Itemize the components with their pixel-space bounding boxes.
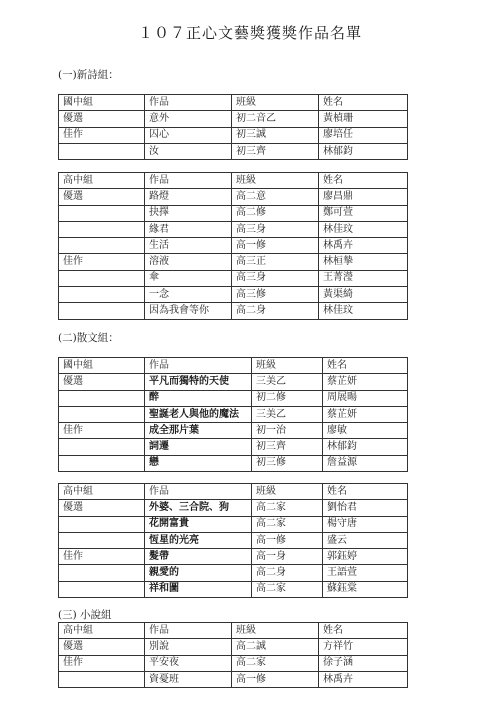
name-cell: 蘇鈺棠 xyxy=(323,581,408,597)
class-cell: 高三正 xyxy=(232,254,319,270)
work-cell: 傘 xyxy=(145,270,232,286)
header-cell: 高中組 xyxy=(59,623,145,639)
class-cell: 初三修 xyxy=(252,455,323,471)
header-cell: 姓名 xyxy=(319,95,408,111)
work-cell: 溶液 xyxy=(145,254,232,270)
class-cell: 高二家 xyxy=(252,500,323,516)
name-cell: 林禹卉 xyxy=(319,671,408,687)
work-cell: 囚心 xyxy=(145,127,232,143)
name-cell: 蔡芷妍 xyxy=(323,406,408,422)
header-cell: 班級 xyxy=(252,484,323,500)
class-cell: 初二修 xyxy=(252,390,323,406)
name-cell: 林郁鈞 xyxy=(319,143,408,159)
section-heading-poetry: (一)新詩組： xyxy=(58,69,119,81)
table-row xyxy=(59,549,408,565)
header-cell: 姓名 xyxy=(319,623,408,639)
header-cell: 班級 xyxy=(232,623,319,639)
class-cell: 高一修 xyxy=(232,671,319,687)
header-cell: 作品 xyxy=(145,173,232,189)
table-row xyxy=(59,254,408,270)
name-cell: 劉怡君 xyxy=(323,500,408,516)
table-row xyxy=(59,374,408,390)
table-row xyxy=(59,390,408,406)
name-cell: 廖培任 xyxy=(319,127,408,143)
work-cell: 髮帶 xyxy=(145,549,252,565)
award-cell xyxy=(59,406,145,422)
award-cell xyxy=(59,303,145,319)
award-cell: 優選 xyxy=(59,639,145,655)
header-cell: 作品 xyxy=(145,95,232,111)
class-cell: 高三身 xyxy=(232,270,319,286)
class-cell: 高三修 xyxy=(232,287,319,303)
award-cell xyxy=(59,532,145,548)
name-cell: 林郁鈞 xyxy=(323,439,408,455)
award-cell xyxy=(59,581,145,597)
header-cell: 作品 xyxy=(145,484,252,500)
award-cell: 優選 xyxy=(59,111,145,127)
work-cell: 緣君 xyxy=(145,221,232,237)
header-cell: 高中組 xyxy=(59,173,145,189)
award-cell: 佳作 xyxy=(59,549,145,565)
work-cell: 外婆、三合院、狗 xyxy=(145,500,252,516)
award-cell: 優選 xyxy=(59,374,145,390)
work-cell: 親愛的 xyxy=(145,565,252,581)
header-cell: 姓名 xyxy=(323,358,408,374)
work-cell: 平凡而獨特的天使 xyxy=(145,374,252,390)
class-cell: 初三誠 xyxy=(232,127,319,143)
award-cell xyxy=(59,287,145,303)
work-cell: 祥和圖 xyxy=(145,581,252,597)
class-cell: 高二修 xyxy=(232,205,319,221)
class-cell: 高二誠 xyxy=(232,639,319,655)
award-cell xyxy=(59,439,145,455)
section-heading-fiction: (三) 小說組 xyxy=(58,609,112,621)
table-row xyxy=(59,270,408,286)
header-cell: 姓名 xyxy=(323,484,408,500)
class-cell: 初三齊 xyxy=(252,439,323,455)
class-cell: 高二家 xyxy=(232,655,319,671)
work-cell: 抉擇 xyxy=(145,205,232,221)
header-cell: 國中組 xyxy=(59,358,145,374)
name-cell: 廖敏 xyxy=(323,423,408,439)
section-heading-prose: (二)散文組： xyxy=(58,332,119,344)
table-row xyxy=(59,655,408,671)
table-row xyxy=(59,143,408,159)
name-cell: 方祥竹 xyxy=(319,639,408,655)
name-cell: 盛云 xyxy=(323,532,408,548)
prose-senior-table xyxy=(58,483,408,598)
award-cell xyxy=(59,143,145,159)
table-row xyxy=(59,423,408,439)
table-row xyxy=(59,238,408,254)
award-cell xyxy=(59,565,145,581)
table-row xyxy=(59,455,408,471)
award-cell xyxy=(59,390,145,406)
work-cell: 生活 xyxy=(145,238,232,254)
class-cell: 高二意 xyxy=(232,189,319,205)
table-row xyxy=(59,439,408,455)
header-cell: 班級 xyxy=(232,173,319,189)
award-cell: 佳作 xyxy=(59,127,145,143)
award-cell xyxy=(59,238,145,254)
award-cell: 佳作 xyxy=(59,423,145,439)
table-row xyxy=(59,500,408,516)
work-cell: 恆星的光亮 xyxy=(145,532,252,548)
award-cell xyxy=(59,516,145,532)
prose-junior-table xyxy=(58,357,408,472)
class-cell: 初二音乙 xyxy=(232,111,319,127)
name-cell: 王菁瀅 xyxy=(319,270,408,286)
table-header-row xyxy=(59,623,408,639)
award-cell xyxy=(59,221,145,237)
table-row xyxy=(59,671,408,687)
class-cell: 三美乙 xyxy=(252,374,323,390)
work-cell: 一念 xyxy=(145,287,232,303)
header-cell: 國中組 xyxy=(59,95,145,111)
award-cell xyxy=(59,455,145,471)
name-cell: 林佳玟 xyxy=(319,303,408,319)
poetry-junior-table xyxy=(58,94,408,160)
table-row xyxy=(59,189,408,205)
class-cell: 高二家 xyxy=(252,516,323,532)
work-cell: 平安夜 xyxy=(145,655,232,671)
name-cell: 鄭可萱 xyxy=(319,205,408,221)
name-cell: 黃渠綺 xyxy=(319,287,408,303)
award-cell: 佳作 xyxy=(59,655,145,671)
work-cell: 戀 xyxy=(145,455,252,471)
class-cell: 三美乙 xyxy=(252,406,323,422)
table-row xyxy=(59,127,408,143)
table-row xyxy=(59,221,408,237)
header-cell: 高中組 xyxy=(59,484,145,500)
work-cell: 意外 xyxy=(145,111,232,127)
name-cell: 王語萱 xyxy=(323,565,408,581)
name-cell: 林禹卉 xyxy=(319,238,408,254)
table-row xyxy=(59,406,408,422)
class-cell: 高一身 xyxy=(252,549,323,565)
table-row xyxy=(59,516,408,532)
work-cell: 成全那片葉 xyxy=(145,423,252,439)
award-cell xyxy=(59,270,145,286)
work-cell: 別說 xyxy=(145,639,232,655)
table-header-row xyxy=(59,484,408,500)
table-row xyxy=(59,287,408,303)
table-header-row xyxy=(59,173,408,189)
table-row xyxy=(59,303,408,319)
award-cell: 優選 xyxy=(59,500,145,516)
page-title: １０７正心文藝獎獲獎作品名單 xyxy=(137,24,362,42)
table-row xyxy=(59,205,408,221)
class-cell: 高一修 xyxy=(232,238,319,254)
name-cell: 周展暘 xyxy=(323,390,408,406)
header-cell: 作品 xyxy=(145,358,252,374)
class-cell: 高三身 xyxy=(232,221,319,237)
award-cell xyxy=(59,671,145,687)
table-row xyxy=(59,639,408,655)
work-cell: 聖誕老人與他的魔法 xyxy=(145,406,252,422)
class-cell: 高二身 xyxy=(232,303,319,319)
award-cell xyxy=(59,205,145,221)
table-header-row xyxy=(59,95,408,111)
class-cell: 初三齊 xyxy=(232,143,319,159)
name-cell: 林佳玟 xyxy=(319,221,408,237)
class-cell: 高一修 xyxy=(252,532,323,548)
work-cell: 醉 xyxy=(145,390,252,406)
table-row xyxy=(59,565,408,581)
name-cell: 詹益源 xyxy=(323,455,408,471)
header-cell: 姓名 xyxy=(319,173,408,189)
table-row xyxy=(59,532,408,548)
work-cell: 汝 xyxy=(145,143,232,159)
poetry-senior-table xyxy=(58,172,408,320)
class-cell: 高二家 xyxy=(252,581,323,597)
table-row xyxy=(59,111,408,127)
class-cell: 初一治 xyxy=(252,423,323,439)
work-cell: 資憂班 xyxy=(145,671,232,687)
work-cell: 花開富貴 xyxy=(145,516,252,532)
work-cell: 詞遷 xyxy=(145,439,252,455)
name-cell: 黃楨珊 xyxy=(319,111,408,127)
award-cell: 優選 xyxy=(59,189,145,205)
name-cell: 林桓摯 xyxy=(319,254,408,270)
award-cell: 佳作 xyxy=(59,254,145,270)
name-cell: 楊守唐 xyxy=(323,516,408,532)
header-cell: 班級 xyxy=(232,95,319,111)
fiction-senior-table xyxy=(58,622,408,688)
header-cell: 班級 xyxy=(252,358,323,374)
table-header-row xyxy=(59,358,408,374)
table-row xyxy=(59,581,408,597)
work-cell: 路燈 xyxy=(145,189,232,205)
header-cell: 作品 xyxy=(145,623,232,639)
name-cell: 徐子涵 xyxy=(319,655,408,671)
work-cell: 因為我會等你 xyxy=(145,303,232,319)
name-cell: 蔡芷妍 xyxy=(323,374,408,390)
name-cell: 廖昌鼎 xyxy=(319,189,408,205)
class-cell: 高二身 xyxy=(252,565,323,581)
name-cell: 郭鈺婷 xyxy=(323,549,408,565)
